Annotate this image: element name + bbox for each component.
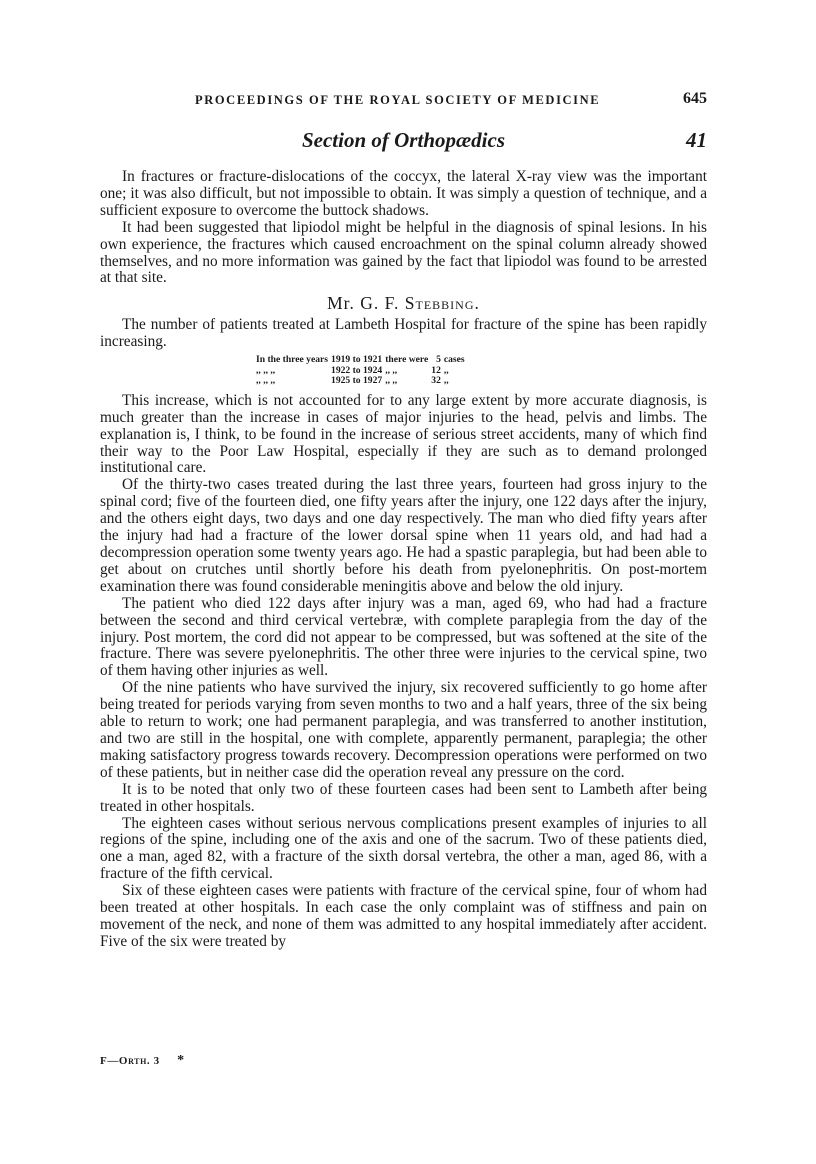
paragraph: It is to be noted that only two of these fourteen cases had been sent to Lambeth after being treated in other hospitals.: [100, 780, 707, 815]
section-heading: [100, 128, 707, 158]
case-count: 32: [431, 375, 441, 387]
case-count-table: [256, 355, 468, 387]
running-head: [100, 90, 707, 114]
row-verb: there were: [385, 354, 429, 366]
section-title: Section of Orthopædics: [301, 128, 505, 152]
paragraph: This increase, which is not accounted for to any large extent by more accurate diagnosis, is much greater than the increase in cases of major injuries to the head, pelvis and limbs. The explanation is, I think, to be found in the increase of serious street accidents, many of which find their way to the Poor Law Hospital, especially if they are such as to demand prolonged institutional care.: [100, 391, 707, 477]
paragraph: It had been suggested that lipiodol might be helpful in the diagnosis of spinal lesions. In his own experience, the fractures which caused encroachment on the spinal column already showed themselves, and no more information was gained by the fact that lipiodol was found to be arrested at that site.: [100, 218, 707, 287]
row-verb: ,, ,,: [385, 375, 398, 387]
case-count: 12: [431, 364, 441, 376]
row-label: In the three years: [256, 354, 329, 366]
row-unit: cases: [443, 354, 465, 366]
paragraph: The eighteen cases without serious nervous complications present examples of injuries to all regions of the spine, including one of the axis and one of the sacrum. Two of these patients died, one a man, aged 82, with a fracture of the sixth dorsal vertebra, the other a man, aged 86, with a fracture of the fifth cervical.: [100, 814, 707, 883]
paragraph: The number of patients treated at Lambeth Hospital for fracture of the spine has been rapidly increasing.: [100, 316, 707, 351]
signature-section: Orth.: [118, 1055, 151, 1067]
journal-title: PROCEEDINGS OF THE ROYAL SOCIETY OF MEDICINE: [195, 93, 601, 107]
year-range: 1925 to 1927: [331, 375, 383, 387]
row-label: ,, ,, ,,: [256, 375, 276, 387]
paragraph: Of the thirty-two cases treated during the last three years, fourteen had gross injury to the spinal cord; five of the fourteen died, one fifty years after the injury, one 122 days after the injury, and the others eight days, two days and one day respectively. The man who died fifty years after the injury had had a fracture of the lower dorsal spine when 11 years old, and had had a decompression operation some twenty years ago. He had a spastic paraplegia, but had been able to get about on crutches until shortly before his death from pyelonephritis. On post-mortem examination there was found considerable meningitis above and below the old injury.: [100, 476, 707, 595]
article-body: [100, 169, 707, 951]
signature-prefix: F—: [100, 1055, 119, 1067]
signature-mark: [100, 1053, 185, 1069]
year-range: 1922 to 1924: [331, 364, 383, 376]
row-unit: ,,: [443, 364, 449, 376]
table-row: [256, 376, 468, 387]
year-range: 1919 to 1921: [331, 354, 383, 366]
paragraph: Six of these eighteen cases were patients with fracture of the cervical spine, four of whom had been treated at other hospitals. In each case the only complaint was of stiffness and pain on movement of the neck, and none of them was admitted to any hospital immediately after accident. Five of the six were treated by: [100, 882, 707, 950]
speaker-surname: Stebbing.: [404, 293, 480, 314]
paragraph: In fractures or fracture-dislocations of the coccyx, the lateral X-ray view was the important one; it was also difficult, but not impossible to obtain. It was simply a question of technique, and a sufficient exposure to overcome the buttock shadows.: [100, 168, 707, 219]
speaker-prefix: Mr. G. F.: [327, 293, 405, 314]
page-number: 645: [683, 90, 707, 107]
signature-number: 3: [150, 1055, 160, 1067]
row-verb: ,, ,,: [385, 364, 398, 376]
row-label: ,, ,, ,,: [256, 364, 276, 376]
asterisk-mark: *: [177, 1053, 185, 1068]
speaker-heading: [100, 295, 707, 312]
case-count: 5: [436, 354, 441, 366]
journal-page: [100, 0, 707, 1164]
paragraph: Of the nine patients who have survived the injury, six recovered sufficiently to go home after being treated for periods varying from seven months to two and a half years, three of the six being able to return to work; one had permanent paraplegia, and was transferred to another institution, and two are still in the hospital, one with complete, apparently permanent, paraplegia; the other making satisfactory progress towards recovery. Decompression operations were performed on two of these patients, but in neither case did the operation reveal any pressure on the cord.: [100, 679, 707, 781]
row-unit: ,,: [443, 375, 449, 387]
paragraph: The patient who died 122 days after injury was a man, aged 69, who had had a fracture between the second and third cervical vertebræ, with complete paraplegia from the day of the injury. Post mortem, the cord did not appear to be compressed, but was softened at the site of the fracture. There was severe pyelonephritis. The other three were injuries to the cervical spine, two of them having other injuries as well.: [100, 594, 707, 680]
section-number: 41: [686, 128, 707, 152]
